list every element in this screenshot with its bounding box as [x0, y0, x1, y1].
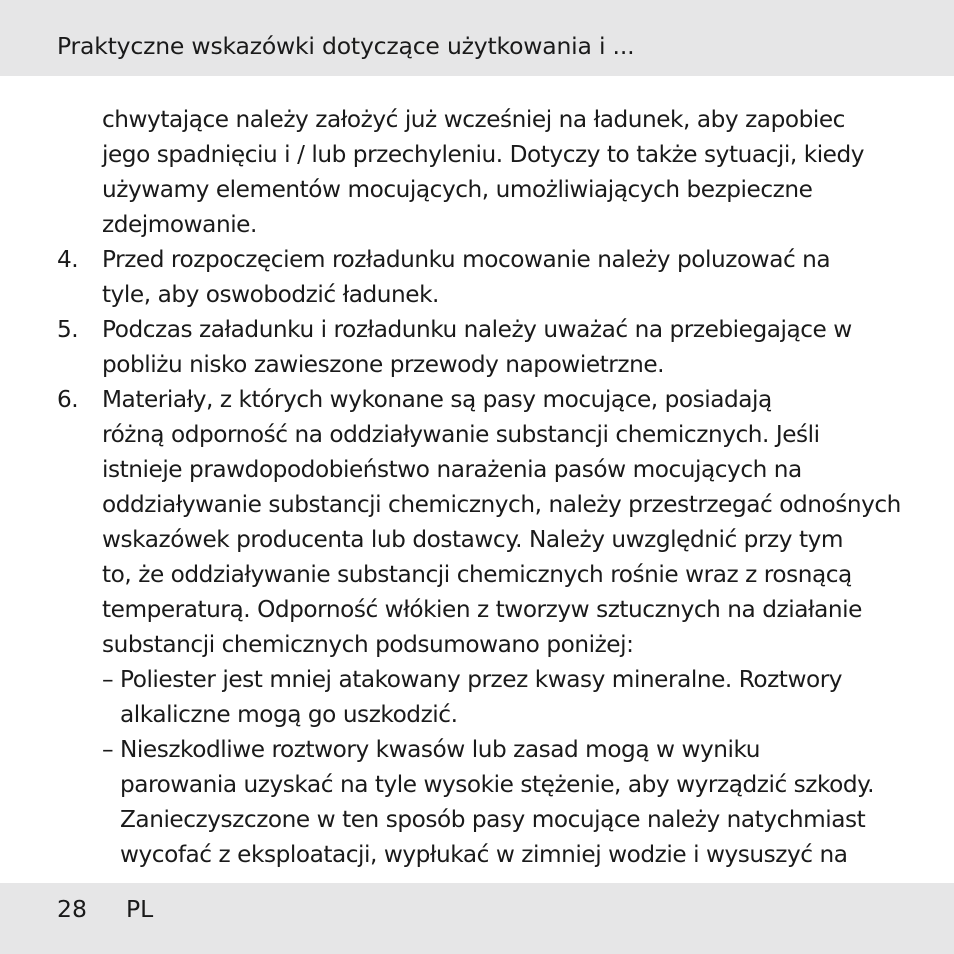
list-number: 6. [57, 386, 79, 413]
language-code: PL [126, 895, 154, 923]
text-line: substancji chemicznych podsumowano poniżej: [102, 631, 634, 658]
list-item-6 [0, 382, 954, 417]
text-line: tyle, aby oswobodzić ładunek. [102, 281, 439, 308]
text-line: to, że oddziaływanie substancji chemicznych rośnie wraz z rosnącą [102, 561, 852, 588]
list-number: 5. [57, 316, 79, 343]
text-line: chwytające należy założyć już wcześniej na ładunek, aby zapobiec [102, 106, 845, 133]
text-line: parowania uzyskać na tyle wysokie stężenie, aby wyrządzić szkody. [120, 771, 875, 798]
text-line: jego spadnięciu i / lub przechyleniu. Dotyczy to także sytuacji, kiedy [102, 141, 865, 168]
text-line: zdejmowanie. [102, 211, 257, 238]
text-line: Nieszkodliwe roztwory kwasów lub zasad mogą w wyniku [120, 736, 760, 763]
text-line: temperaturą. Odporność włókien z tworzyw sztucznych na działanie [102, 596, 862, 623]
list-item-4 [0, 242, 954, 277]
text-line: wskazówek producenta lub dostawcy. Należy uwzględnić przy tym [102, 526, 843, 553]
sub-list-item [0, 732, 954, 767]
list-item-5 [0, 312, 954, 347]
text-line: oddziaływanie substancji chemicznych, należy przestrzegać odnośnych [102, 491, 901, 518]
list-number: 4. [57, 246, 79, 273]
dash-bullet: – [102, 736, 114, 763]
text-line: różną odporność na oddziaływanie substancji chemicznych. Jeśli [102, 421, 820, 448]
text-line: Przed rozpoczęciem rozładunku mocowanie należy poluzować na [102, 246, 831, 273]
page-title: Praktyczne wskazówki dotyczące użytkowania i ... [57, 32, 635, 60]
dash-bullet: – [102, 666, 114, 693]
text-line: Materiały, z których wykonane są pasy mocujące, posiadają [102, 386, 772, 413]
sub-list-item [0, 662, 954, 697]
text-line: wycofać z eksploatacji, wypłukać w zimniej wodzie i wysuszyć na [120, 841, 848, 868]
text-line: Zanieczyszczone w ten sposób pasy mocujące należy natychmiast [120, 806, 866, 833]
text-line: pobliżu nisko zawieszone przewody napowietrzne. [102, 351, 665, 378]
text-line: Podczas załadunku i rozładunku należy uważać na przebiegające w [102, 316, 852, 343]
body-text [0, 102, 954, 872]
text-line: alkaliczne mogą go uszkodzić. [120, 701, 458, 728]
text-line: Poliester jest mniej atakowany przez kwasy mineralne. Roztwory [120, 666, 843, 693]
text-line: istnieje prawdopodobieństwo narażenia pasów mocujących na [102, 456, 802, 483]
text-line: używamy elementów mocujących, umożliwiających bezpieczne [102, 176, 813, 203]
page-number: 28 [57, 895, 87, 923]
